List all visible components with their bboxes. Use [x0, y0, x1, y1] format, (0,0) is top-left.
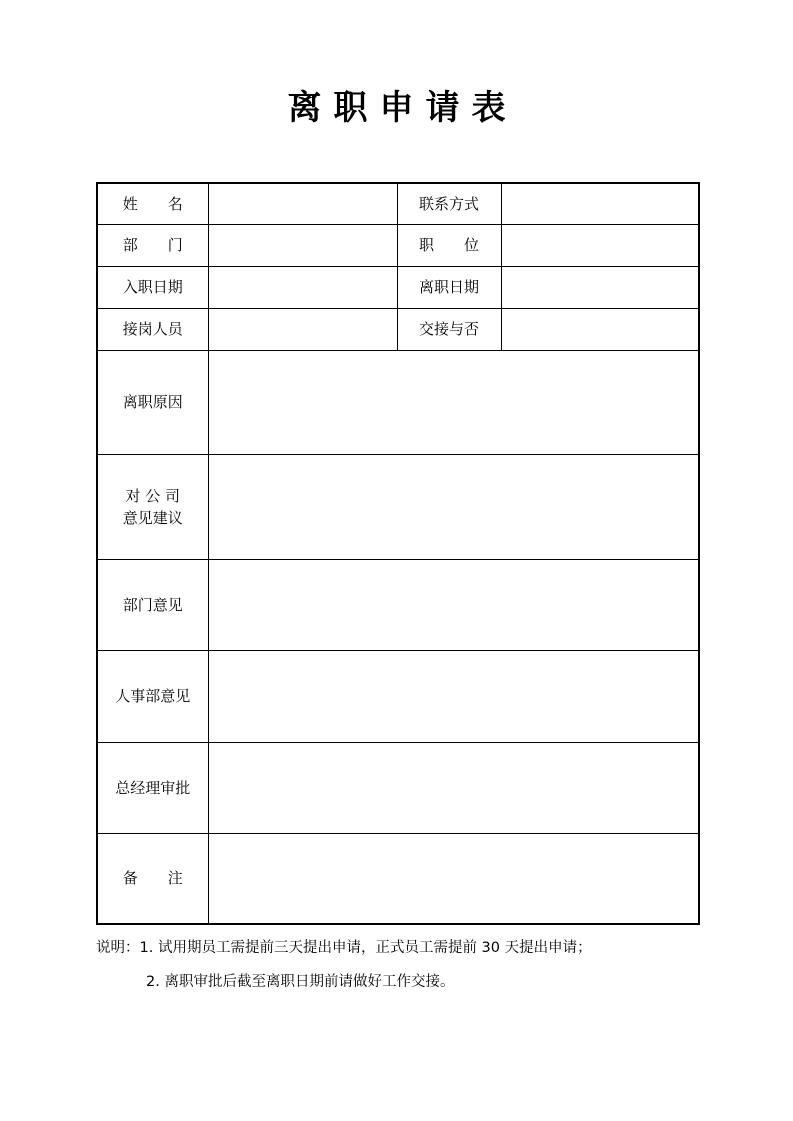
- successor-field[interactable]: [208, 308, 397, 350]
- gm-approval-label: 总经理审批: [115, 778, 191, 797]
- page-title: 离职申请表: [287, 88, 518, 128]
- row-dept-opinion: [97, 559, 699, 650]
- reason-label-cell: [97, 350, 208, 454]
- row-dept-position: [97, 224, 699, 266]
- row-handover: [97, 308, 699, 350]
- name-label-cell: [97, 183, 208, 224]
- note-line-2: [146, 970, 454, 994]
- suggestion-label-line-2: 意见建议: [122, 508, 183, 527]
- contact-field[interactable]: [501, 183, 699, 224]
- reason-field[interactable]: [208, 350, 699, 454]
- row-reason: [97, 350, 699, 454]
- suggestion-field[interactable]: [208, 454, 699, 559]
- contact-label: 联系方式: [418, 194, 479, 213]
- dept-opinion-label: 部门意见: [122, 595, 183, 614]
- successor-label-cell: [97, 308, 208, 350]
- row-suggestion: [97, 454, 699, 559]
- row-remarks: [97, 833, 699, 924]
- row-dates: [97, 266, 699, 308]
- row-gm-approval: [97, 742, 699, 833]
- remarks-label: 备 注: [122, 869, 183, 888]
- dept-label-cell: [97, 224, 208, 266]
- leave-date-label: 离职日期: [418, 278, 479, 296]
- leave-date-label-cell: [397, 266, 501, 308]
- dept-field[interactable]: [208, 224, 397, 266]
- remarks-label-cell: [97, 833, 208, 924]
- leave-date-field[interactable]: [501, 266, 699, 308]
- suggestion-label-line-1: 对 公 司: [125, 486, 181, 505]
- name-label: 姓 名: [122, 194, 183, 213]
- dept-opinion-label-cell: [97, 559, 208, 650]
- contact-label-cell: [397, 183, 501, 224]
- row-hr-opinion: [97, 650, 699, 742]
- position-label: 职 位: [418, 236, 479, 254]
- dept-opinion-field[interactable]: [208, 559, 699, 650]
- hr-opinion-label: 人事部意见: [115, 687, 191, 705]
- reason-label: 离职原因: [122, 393, 183, 411]
- hr-opinion-label-cell: [97, 650, 208, 742]
- hire-date-label-cell: [97, 266, 208, 308]
- resignation-form-table: [96, 182, 700, 925]
- note-text-1: 1. 试用期员工需提前三天提出申请，正式员工需提前 30 天提出申请；: [139, 940, 592, 956]
- hr-opinion-field[interactable]: [208, 650, 699, 742]
- hire-date-label: 入职日期: [122, 278, 183, 296]
- name-field[interactable]: [208, 183, 397, 224]
- dept-label: 部 门: [122, 236, 183, 254]
- notes-section: [96, 936, 592, 990]
- hire-date-field[interactable]: [208, 266, 397, 308]
- row-name-contact: [97, 183, 699, 224]
- notes-prefix: 说明：: [96, 940, 140, 956]
- gm-approval-field[interactable]: [208, 742, 699, 833]
- position-label-cell: [397, 224, 501, 266]
- suggestion-label-cell: [97, 454, 208, 559]
- handover-label: 交接与否: [418, 320, 479, 338]
- position-field[interactable]: [501, 224, 699, 266]
- gm-approval-label-cell: [97, 742, 208, 833]
- note-text-2: 2. 离职审批后截至离职日期前请做好工作交接。: [146, 974, 455, 990]
- handover-label-cell: [397, 308, 501, 350]
- successor-label: 接岗人员: [122, 320, 183, 338]
- handover-field[interactable]: [501, 308, 699, 350]
- remarks-field[interactable]: [208, 833, 699, 924]
- note-line-1: [96, 936, 592, 960]
